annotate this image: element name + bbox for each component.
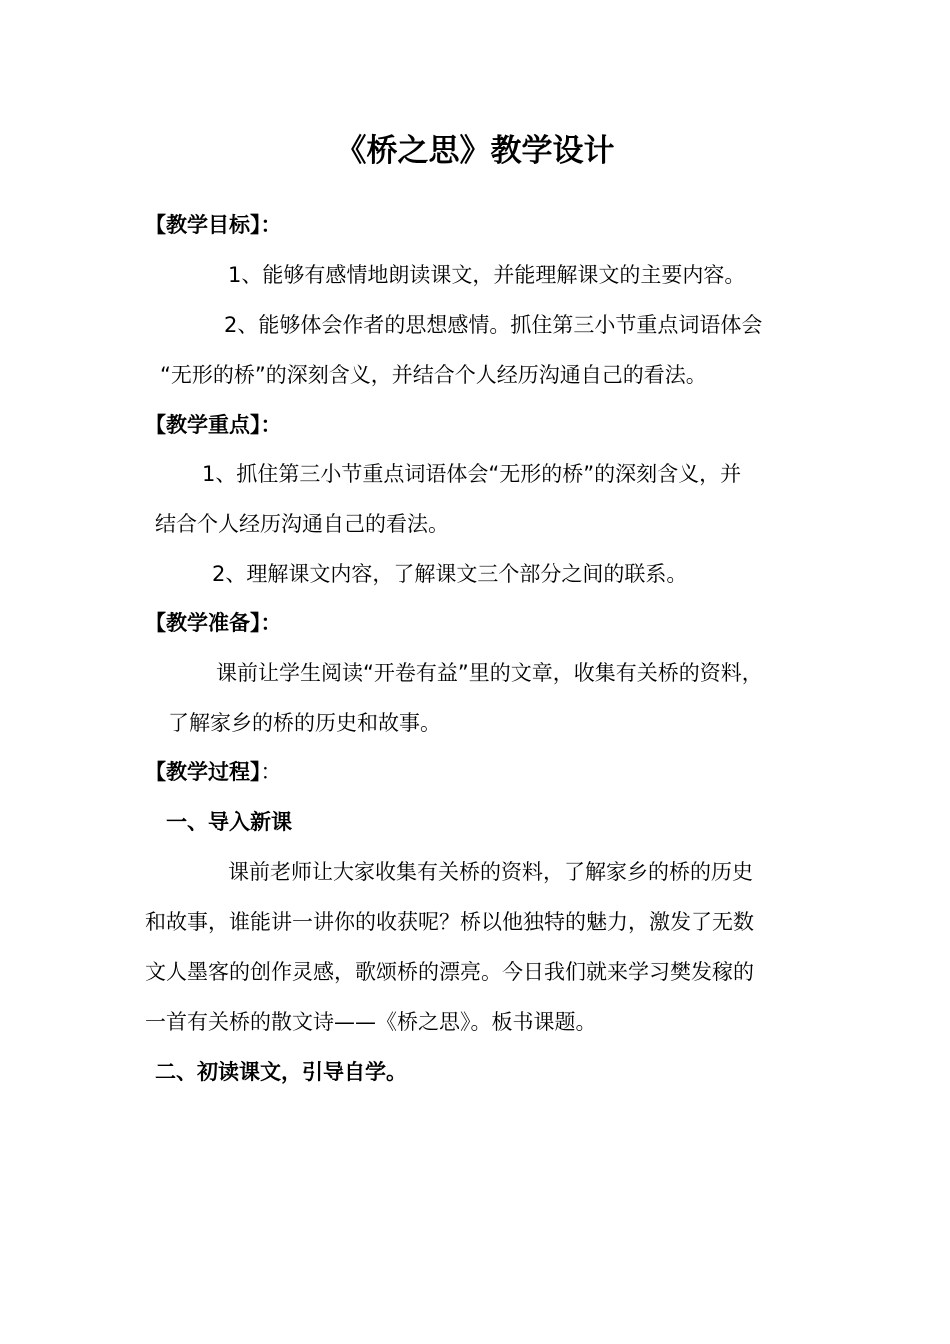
preparation-line-1: 课前让学生阅读“开卷有益”里的文章，收集有关桥的资料， (216, 661, 763, 685)
key-points-item-1-line-1: 1、抓住第三小节重点词语体会“无形的桥”的深刻含义，并 (202, 462, 742, 486)
section-2-heading: 二、初读课文，引导自学。 (155, 1060, 407, 1084)
section-1-heading: 一、导入新课 (166, 810, 292, 834)
process-heading-label: 【教学过程】 (145, 760, 261, 784)
preparation-heading: 【教学准备】： (145, 611, 282, 635)
process-heading-colon: ： (260, 760, 282, 784)
key-points-item-2: 2、理解课文内容，了解课文三个部分之间的联系。 (212, 562, 688, 586)
process-heading (145, 757, 282, 787)
section-1-line-3: 文人墨客的创作灵感，歌颂桥的漂亮。今日我们就来学习樊发稼的 (145, 960, 754, 984)
objectives-item-2-line-1: 2、能够体会作者的思想感情。抓住第三小节重点词语体会 (224, 313, 763, 337)
objectives-item-1: 1、能够有感情地朗读课文，并能理解课文的主要内容。 (228, 263, 746, 287)
key-points-heading: 【教学重点】： (145, 413, 282, 437)
objectives-heading: 【教学目标】： (145, 213, 282, 237)
section-1-line-4: 一首有关桥的散文诗——《桥之思》。板书课题。 (145, 1010, 597, 1034)
section-1-line-2: 和故事，谁能讲一讲你的收获呢？桥以他独特的魅力，激发了无数 (145, 910, 754, 934)
page-title: 《桥之思》教学设计 (335, 133, 615, 169)
key-points-item-1-line-2: 结合个人经历沟通自己的看法。 (155, 512, 449, 536)
preparation-line-2: 了解家乡的桥的历史和故事。 (168, 711, 441, 735)
objectives-item-2-line-2: “无形的桥”的深刻含义，并结合个人经历沟通自己的看法。 (160, 363, 707, 387)
section-1-line-1: 课前老师让大家收集有关桥的资料，了解家乡的桥的历史 (228, 860, 753, 884)
